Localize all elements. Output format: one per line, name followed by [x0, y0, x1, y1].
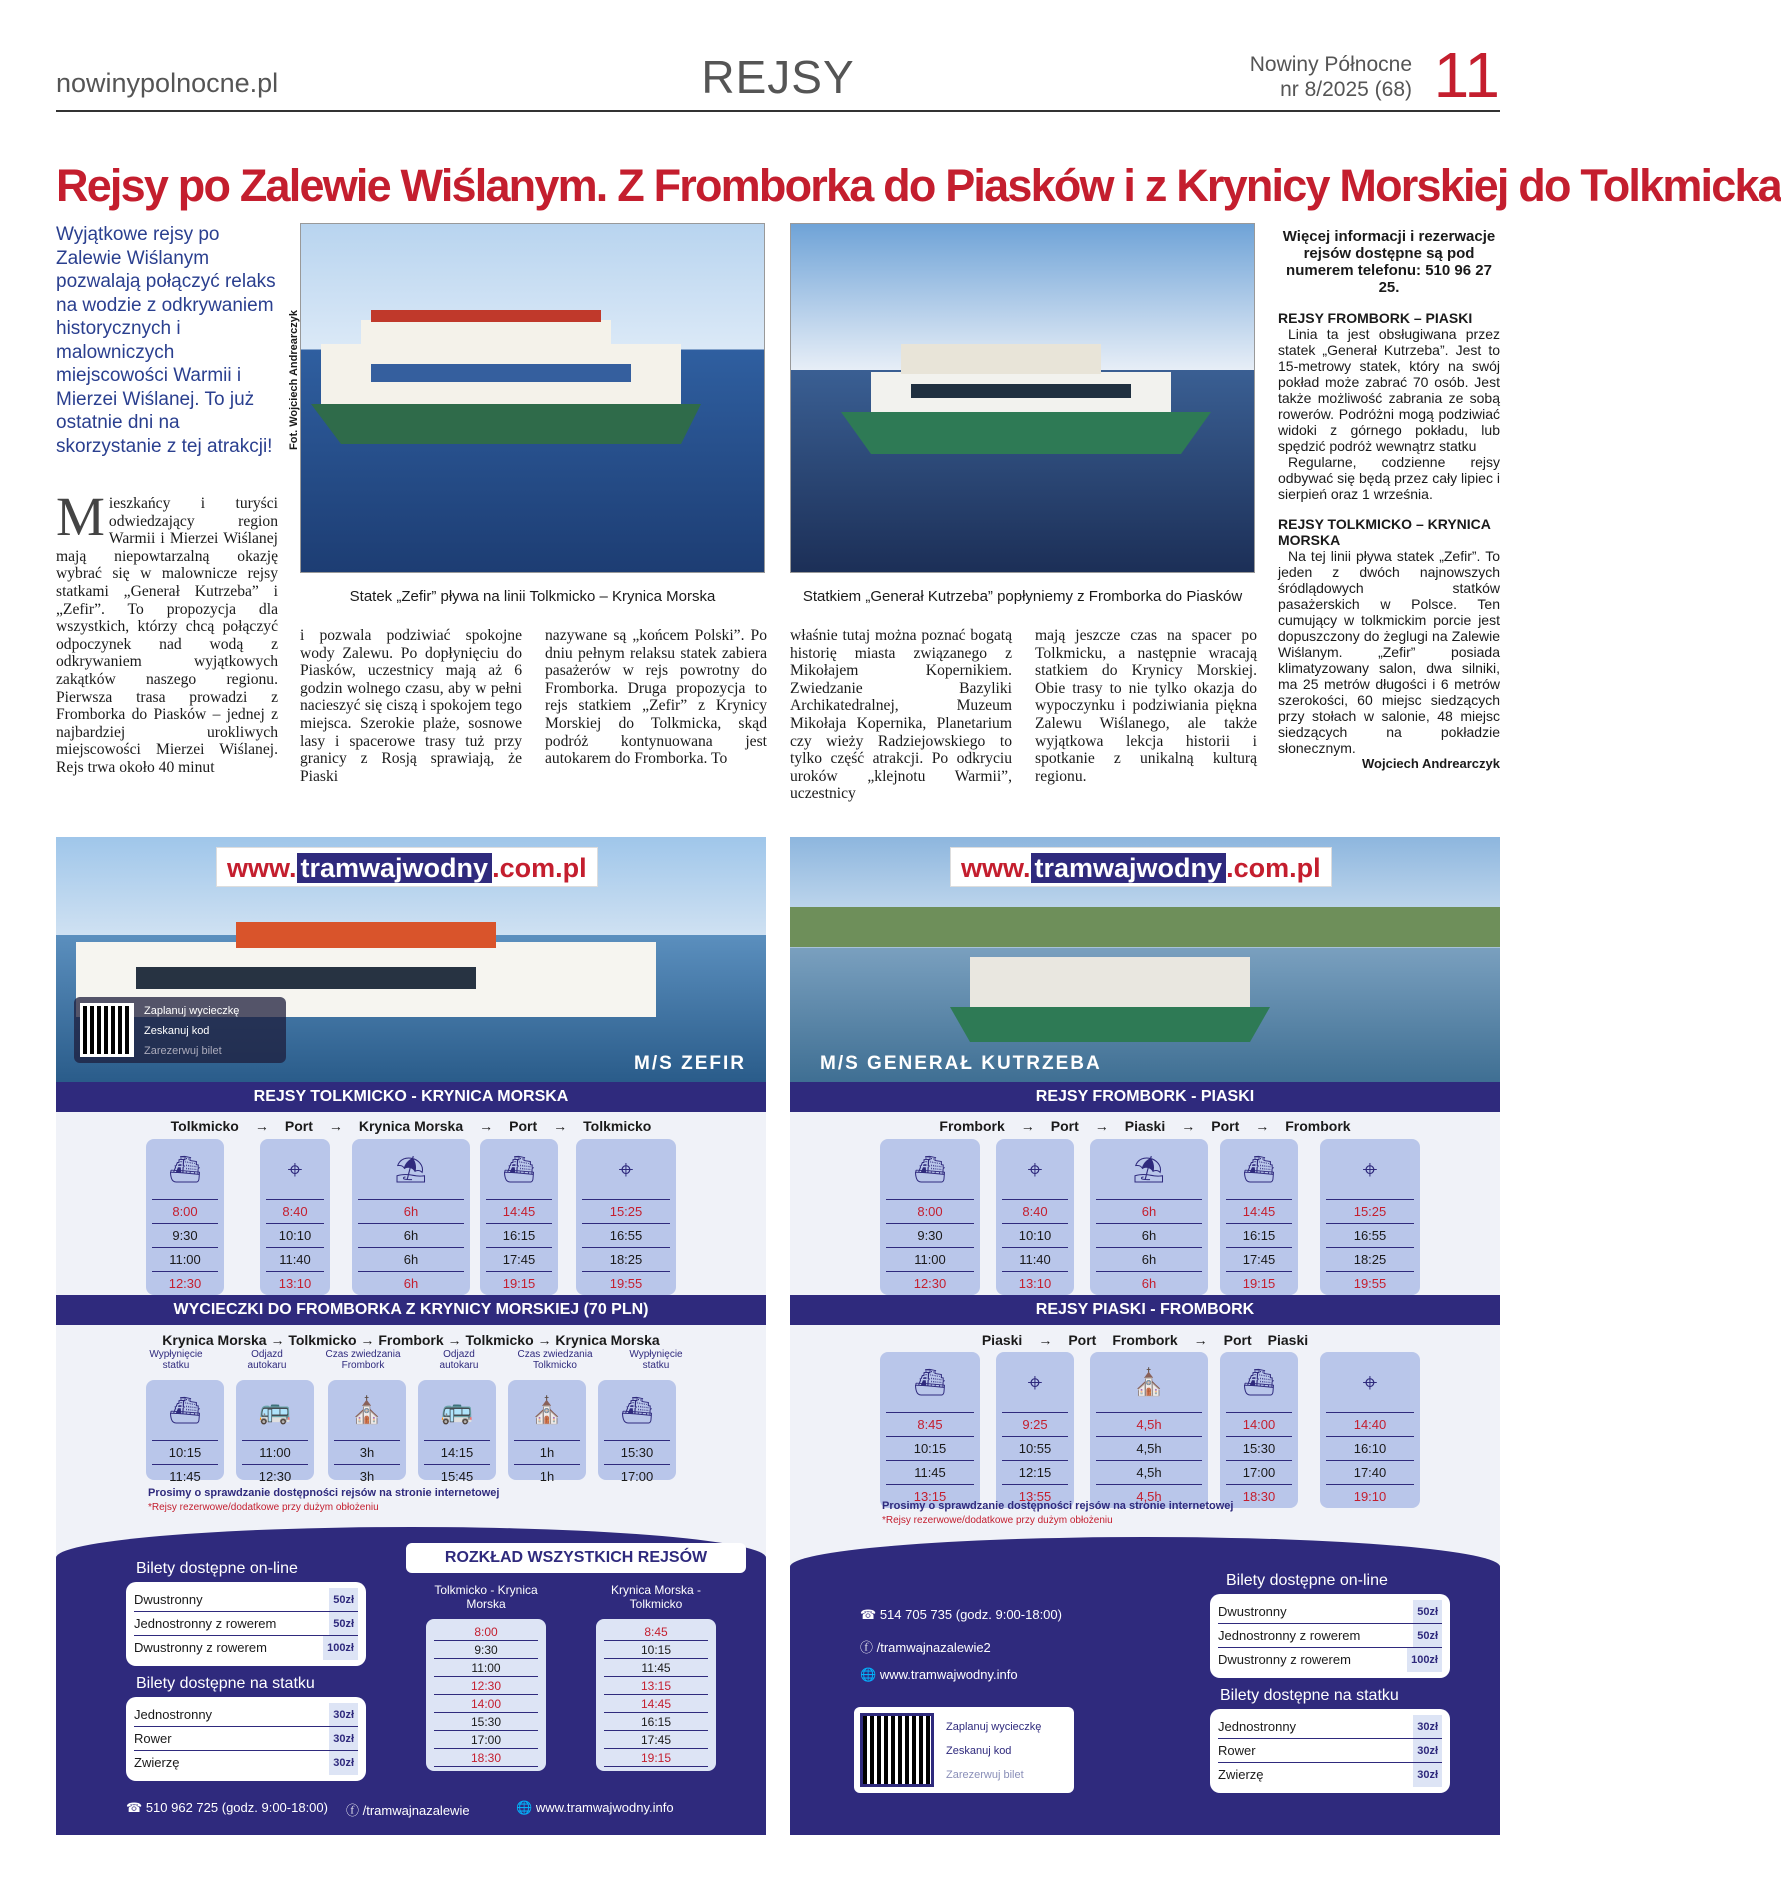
caption-right: Statkiem „Generał Kutrzeba” popłyniemy z Fromborka do Piasków: [802, 588, 1243, 605]
sidebar-info: Więcej informacji i rezerwacje rejsów dostępne są pod numerem telefonu: 510 96 27 25. REJSY FROMBORK – PIASKI Linia ta jest obsługiwana przez statek „Generał Kutrzeba”. Jest to 15-metrowy statek, który na swój pokład może zabrać 70 osób. Jest także możliwość zabrania ze sobą rowerów. Podróżni mogą podziwiać widoki z górnego pokładu, lub spędzić podróż wewnątrz statku Regularne, codzienne rejsy odbywać się będą przez cały lipiec i sierpień oraz 1 września. REJSY TOLKMICKO – KRYNICA MORSKA Na tej linii pływa statek „Zefir”. To jeden z dwóch najnowszych śródlądowych statków pasażerskich w Polsce. Ten cumujący w tolkmickim porcie jest dopuszczony do żeglugi na Zalewie Wiślanym. „Zefir” posiada klimatyzowany salon, dwa silniki, ma 25 metrów długości i 6 metrów szerokości, 60 miejsc siedzących przy stołach w salonie, 48 miejsc siedzących na pokładzie słonecznym. Wojciech Andrearczyk: [1278, 228, 1500, 771]
ship-name: M/S GENERAŁ KUTRZEBA: [820, 1053, 1102, 1074]
cathedral-icon: ⛪: [350, 1395, 384, 1425]
qr-code[interactable]: [80, 1003, 134, 1057]
timetable-col: ⛴ 14:45 16:15 17:45 19:15: [480, 1139, 558, 1295]
drop-cap: M: [56, 486, 105, 547]
online-tickets-heading: Bilety dostępne on-line: [1226, 1572, 1388, 1589]
ship-icon: ⛴: [913, 1154, 947, 1184]
photo-credit: Fot. Wojciech Andrearczyk: [288, 310, 300, 450]
timetable-col: ⛪ 4,5h 4,5h 4,5h 4,5h: [1090, 1352, 1208, 1508]
facebook-link[interactable]: ⓕ /tramwajnazalewie2: [860, 1640, 991, 1655]
ship-icon: ⛴: [168, 1154, 202, 1184]
ship-icon: ⛴: [1242, 1154, 1276, 1184]
ship-icon: ⛴: [502, 1154, 536, 1184]
excursion-col: 🚌 11:00 12:30: [236, 1380, 314, 1480]
location-icon: ⌖: [1362, 1367, 1378, 1397]
web-link[interactable]: 🌐 www.tramwajwodny.info: [860, 1667, 1018, 1682]
band-heading: REJSY FROMBORK - PIASKI: [790, 1082, 1500, 1112]
location-icon: ⌖: [1362, 1154, 1378, 1184]
timetable-col: ⌖ 8:40 10:10 11:40 13:10: [260, 1139, 330, 1295]
ship-icon: ⛴: [913, 1367, 947, 1397]
article-col-3: nazywane są „końcem Polski”. Po dniu pełnym relaksu statek zabiera pasażerów w rejs powrotny do Fromborka. Druga propozycja to rejs statkiem „Zefir” z Krynicy Morskiej do Tolkmicka, skąd podróż kontynuowana jest autokarem do Fromborka. To: [545, 627, 767, 768]
availability-note: Prosimy o sprawdzanie dostępności rejsów na stronie internetowej: [882, 1500, 1234, 1512]
online-tickets: Dwustronny 50zł Jednostronny z rowerem 50zł Dwustronny z rowerem 100zł: [1210, 1594, 1450, 1678]
ad-zefir: [56, 837, 766, 1835]
paper-info: Nowiny Północne nr 8/2025 (68): [1249, 53, 1412, 101]
ship-tickets-heading: Bilety dostępne na statku: [1220, 1687, 1399, 1704]
caption-left: Statek „Zefir” pływa na linii Tolkmicko – Krynica Morska: [349, 588, 716, 605]
band-heading: WYCIECZKI DO FROMBORKA Z KRYNICY MORSKIEJ (70 PLN): [56, 1295, 766, 1325]
side-heading-1: REJSY FROMBORK – PIASKI: [1278, 310, 1473, 326]
excursion-col: ⛪ 1h 1h: [508, 1380, 586, 1480]
page-number: 11: [1433, 39, 1500, 111]
timetable-col: ⛴ 8:00 9:30 11:00 12:30: [880, 1139, 980, 1295]
section-name: REJSY: [701, 51, 855, 103]
route-row: Krynica Morska → Tolkmicko → Frombork → Tolkmicko → Krynica Morska: [162, 1332, 660, 1348]
facebook-link[interactable]: ⓕ /tramwajnazalewie: [346, 1803, 470, 1818]
timetable-col: ⛴ 14:00 15:30 17:00 18:30: [1220, 1352, 1298, 1508]
author: Wojciech Andrearczyk: [1362, 756, 1500, 771]
availability-note: Prosimy o sprawdzanie dostępności rejsów na stronie internetowej: [148, 1487, 500, 1499]
timetable-col: ⌖ 8:40 10:10 11:40 13:10: [996, 1139, 1074, 1295]
page-header: [56, 40, 1500, 112]
timetable-col: ⛴ 8:45 10:15 11:45 13:15: [880, 1352, 980, 1508]
contact-phone[interactable]: ☎ 514 705 735 (godz. 9:00-18:00): [860, 1607, 1062, 1622]
location-icon: ⌖: [1027, 1367, 1043, 1397]
excursion-col: ⛴ 10:15 11:45: [146, 1380, 224, 1480]
band-heading: REJSY TOLKMICKO - KRYNICA MORSKA: [56, 1082, 766, 1112]
timetable-col: ⛴ 8:00 9:30 11:00 12:30: [146, 1139, 224, 1295]
site-url[interactable]: nowinypolnocne.pl: [56, 68, 279, 98]
beach-icon: ⛱: [1132, 1154, 1166, 1184]
timetable-col: ⌖ 9:25 10:55 12:15 13:55: [996, 1352, 1074, 1508]
church-icon: ⛪: [530, 1395, 564, 1425]
timetable-col: ⌖ 15:25 16:55 18:25 19:55: [576, 1139, 676, 1295]
online-tickets: Dwustronny 50zł Jednostronny z rowerem 50zł Dwustronny z rowerem 100zł: [126, 1582, 366, 1666]
bus-icon: 🚌: [258, 1395, 292, 1425]
website-link[interactable]: www. tramwajwodny .com.pl: [950, 847, 1332, 887]
excursion-col: ⛪ 3h 3h: [328, 1380, 406, 1480]
location-icon: ⌖: [287, 1154, 303, 1184]
photo-zefir: [300, 223, 765, 573]
article-col-1: Mieszkańcy i turyści odwiedzający region Warmii i Mierzei Wiślanej mają niepowtarzalną okazję wybrać się w malownicze rejsy statkami „Generał Kutrzeba” i „Zefir”. To propozycja dla wszystkich, którzy chcą połączyć odpoczynek nad wodą z odkrywaniem wyjątkowych zakątków naszego regionu. Pierwsza trasa prowadzi z Fromborka do Piasków – jednej z najbardziej urokliwych miejscowości Mierzei Wiślanej. Rejs trwa około 40 minut: [56, 486, 278, 776]
beach-icon: ⛱: [394, 1154, 428, 1184]
route-row: Tolkmicko → Port → Krynica Morska → Port → Tolkmicko: [170, 1118, 652, 1134]
ship-icon: ⛴: [168, 1395, 202, 1425]
ship-icon: ⛴: [620, 1395, 654, 1425]
contact-phone[interactable]: ☎ 510 962 725 (godz. 9:00-18:00): [126, 1800, 328, 1815]
timetable-col: ⛱ 6h 6h 6h 6h: [352, 1139, 470, 1295]
route-sublabels: Wypłynięcie statku Odjazd autokaru Czas zwiedzania Frombork Odjazd autokaru Czas zwiedzania Tolkmicko Wypłynięcie statku: [149, 1349, 683, 1371]
schedule-list: 8:00 9:30 11:00 12:30 14:00 15:30 17:00 18:30: [426, 1619, 546, 1771]
ship-illustration: [301, 224, 766, 574]
location-icon: ⌖: [618, 1154, 634, 1184]
ship-icon: ⛴: [1242, 1367, 1276, 1397]
qr-code[interactable]: [860, 1713, 934, 1787]
side-heading-2: REJSY TOLKMICKO – KRYNICA MORSKA: [1278, 516, 1491, 548]
photo-kutrzeba: [790, 223, 1255, 573]
cathedral-icon: ⛪: [1132, 1367, 1166, 1397]
article-col-5: mają jeszcze czas na spacer po Tolkmicku, a następnie wracają statkiem do Krynicy Morskiej. Obie trasy to nie tylko okazja do wypoczynku i podziwiania piękna Zalewu Wiślanego, ale także wyjątkowa lekcja historii i spotkanie z unikalną kulturą regionu.: [1035, 627, 1257, 785]
ship-tickets-heading: Bilety dostępne na statku: [136, 1675, 315, 1692]
article-lead: Wyjątkowe rejsy po Zalewie Wiślanym pozwalają połączyć relaks na wodzie z odkrywaniem historycznych i malowniczych miejscowości Warmii i Mierzei Wiślanej. To już ostatnie dni na skorzystanie z tej atrakcji!: [56, 224, 276, 457]
ship-name: M/S ZEFIR: [634, 1053, 746, 1074]
reserve-note: *Rejsy rezerwowe/dodatkowe przy dużym obłożeniu: [148, 1502, 379, 1513]
reserve-note: *Rejsy rezerwowe/dodatkowe przy dużym obłożeniu: [882, 1515, 1113, 1526]
web-link[interactable]: 🌐 www.tramwajwodny.info: [516, 1800, 674, 1815]
excursion-col: ⛴ 15:30 17:00: [598, 1380, 676, 1480]
timetable-col: ⛴ 14:45 16:15 17:45 19:15: [1220, 1139, 1298, 1295]
timetable-col: ⌖ 15:25 16:55 18:25 19:55: [1320, 1139, 1420, 1295]
ship-tickets: Jednostronny 30zł Rower 30zł Zwierzę 30zł: [1210, 1709, 1450, 1793]
article-col-4: właśnie tutaj można poznać bogatą historię miasta związanego z Mikołajem Kopernikiem. Zwiedzanie Bazyliki Archikatedralnej, Muzeum Mikołaja Kopernika, Planetarium czy wieży Radziejowskiego to tylko część atrakcji. Po odkryciu uroków „klejnotu Warmii”, uczestnicy: [790, 627, 1012, 803]
timetable-col: ⛱ 6h 6h 6h 6h: [1090, 1139, 1208, 1295]
timetable-col: ⌖ 14:40 16:10 17:40 19:10: [1320, 1352, 1420, 1508]
full-schedule: ROZKŁAD WSZYSTKICH REJSÓW Tolkmicko - Krynica Morska Krynica Morska - Tolkmicko 8:00 9:30 11:00 12:30 14:00 15:30 17:00 18:30 8:45 10:15 11:45 13:15 14:45 16:15 17:45 19:15: [406, 1543, 746, 1813]
location-icon: ⌖: [1027, 1154, 1043, 1184]
article-col-2: i pozwala podziwiać spokojne wody Zalewu. Po dopłynięciu do Piasków, uczestnicy mają aż 6 godzin wolnego czasu, aby w pełni nacieszyć się ciszą i spokojem tego miejsca. Szerokie plaże, sosnowe lasy i spacerowe trasy tuż przy granicy z Rosją sprawiają, że Piaski: [300, 627, 522, 785]
route-row: Frombork → Port → Piaski → Port → Frombork: [939, 1118, 1351, 1134]
excursion-col: 🚌 14:15 15:45: [418, 1380, 496, 1480]
qr-code-panel[interactable]: Zaplanuj wycieczkę Zeskanuj kod Zarezerwuj bilet: [74, 997, 286, 1063]
bus-icon: 🚌: [440, 1395, 474, 1425]
band-heading: REJSY PIASKI - FROMBORK: [790, 1295, 1500, 1325]
ad-kutrzeba: [790, 837, 1500, 1835]
qr-code-panel[interactable]: Zaplanuj wycieczkę Zeskanuj kod Zarezerwuj bilet: [854, 1707, 1074, 1793]
article-title: Rejsy po Zalewie Wiślanym. Z Fromborka do Piasków i z Krynicy Morskiej do Tolkmicka: [56, 160, 1781, 211]
info-box: Więcej informacji i rezerwacje rejsów dostępne są pod numerem telefonu: 510 96 27 25.: [1282, 228, 1496, 296]
online-tickets-heading: Bilety dostępne on-line: [136, 1560, 298, 1577]
route-row: Piaski → Port Frombork → Port Piaski: [981, 1332, 1309, 1348]
ship-tickets: Jednostronny 30zł Rower 30zł Zwierzę 30zł: [126, 1697, 366, 1781]
ship-illustration: [791, 224, 1256, 574]
website-link[interactable]: www. tramwajwodny .com.pl: [216, 847, 598, 887]
schedule-list: 8:45 10:15 11:45 13:15 14:45 16:15 17:45 19:15: [596, 1619, 716, 1771]
